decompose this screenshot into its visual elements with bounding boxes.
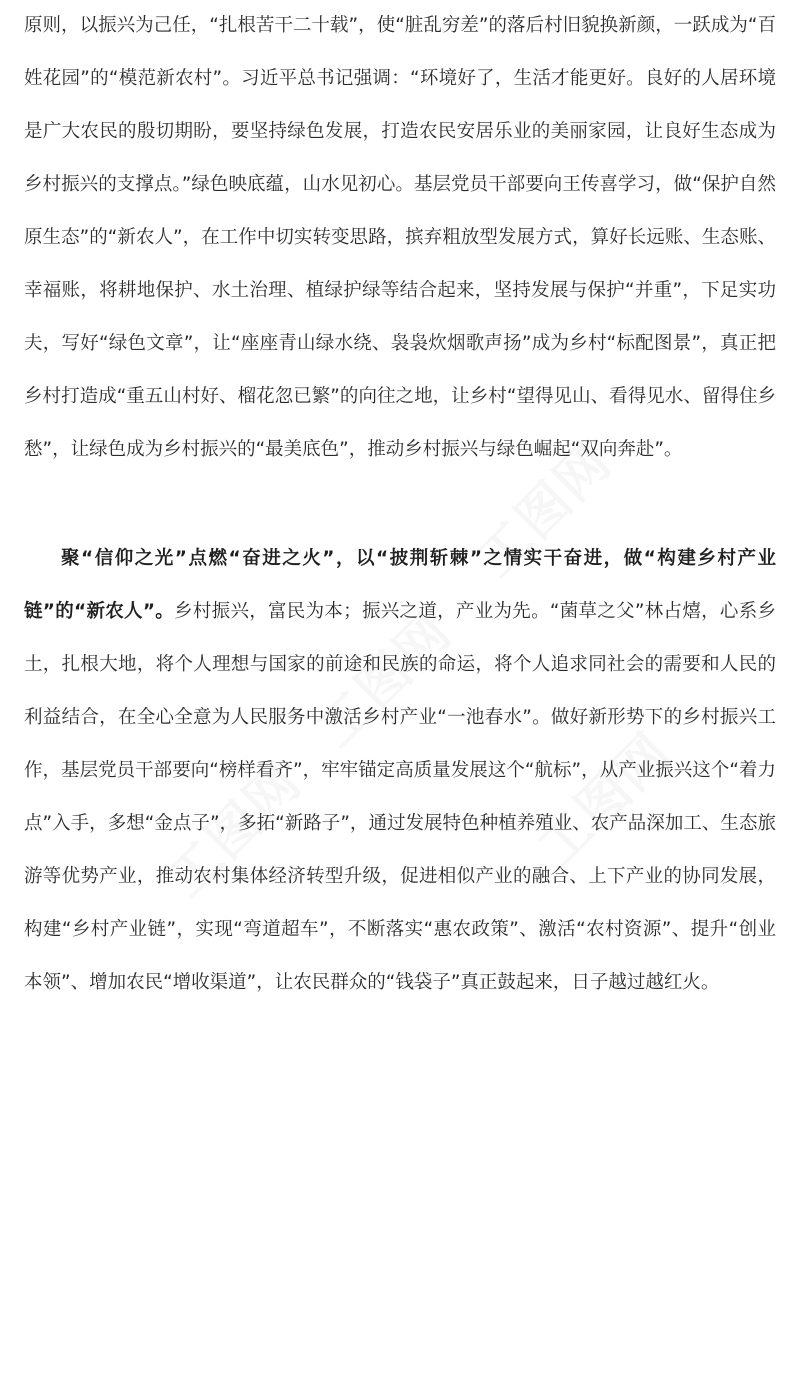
paragraph-spacer [24, 476, 776, 532]
article-paragraph [24, 0, 776, 476]
paragraph-text: 乡村振兴，富民为本；振兴之道，产业为先。“菌草之父”林占熺，心系乡土，扎根大地，将个人理想与国家的前途和民族的命运，将个人追求同社会的需要和人民的利益结合，在全心全意为人民服务中激活乡村产业“一池春水”。做好新形势下的乡村振兴工作，基层党员干部要向“榜样看齐”，牢牢锚定高质量发展这个“航标”，从产业振兴这个“着力点”入手，多想“金点子”，多拓“新路子”，通过发展特色种植养殖业、农产品深加工、生态旅游等优势产业，推动农村集体经济转型升级，促进相似产业的融合、上下产业的协同发展，构建“乡村产业链”，实现“弯道超车”，不断落实“惠农政策”、激活“农村资源”、提升“创业本领”、增加农民“增收渠道”，让农民群众的“钱袋子”真正鼓起来，日子越过越红火。 [24, 601, 776, 993]
paragraph-text: 原则，以振兴为己任，“扎根苦干二十载”，使“脏乱穷差”的落后村旧貌换新颜，一跃成为“百姓花园”的“模范新农村”。习近平总书记强调：“环境好了，生活才能更好。良好的人居环境是广大农民的殷切期盼，要坚持绿色发展，打造农民安居乐业的美丽家园，让良好生态成为乡村振兴的支撑点。”绿色映底蕴，山水见初心。基层党员干部要向王传喜学习，做“保护自然原生态”的“新农人”，在工作中切实转变思路，摈弃粗放型发展方式，算好长远账、生态账、幸福账，将耕地保护、水土治理、植绿护绿等结合起来，坚持发展与保护“并重”，下足实功夫，写好“绿色文章”，让“座座青山绿水绕、袅袅炊烟歌声扬”成为乡村“标配图景”，真正把乡村打造成“重五山村好、榴花忽已繁”的向往之地，让乡村“望得见山、看得见水、留得住乡愁”，让绿色成为乡村振兴的“最美底色”，推动乡村振兴与绿色崛起“双向奔赴”。 [24, 15, 776, 460]
paragraph-lead-heading: 聚“信仰之光”点燃“奋进之火”，以“披荆斩棘”之情实干奋进，做“构建乡村产业链”的“新农人”。 [24, 548, 776, 622]
article-paragraph [24, 532, 776, 1009]
